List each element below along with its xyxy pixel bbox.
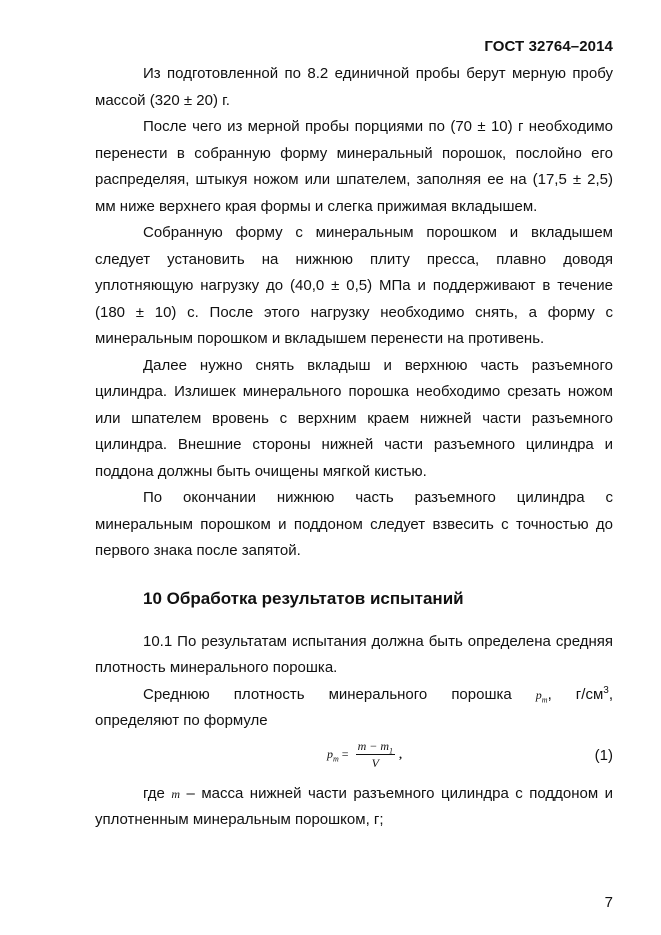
where-prefix: где: [143, 784, 165, 802]
paragraph-sample-mass: Из подготовленной по 8.2 единичной пробы берут мерную пробу массой (320 ± 20) г.: [95, 65, 613, 109]
formula-equals: =: [338, 747, 352, 762]
density-unit: , $г/см^3$,: [547, 684, 613, 703]
formula-numerator: $m - m_1$: [357, 738, 393, 755]
paragraph-weigh: По окончании нижнюю часть разъемного цилиндра с минеральным порошком и поддоном следует взвесить с точностью до первого знака после запятой.: [95, 489, 613, 559]
equation-number: (1): [594, 746, 613, 764]
formula-fraction: [356, 739, 395, 771]
paragraph-results: 10.1 По результатам испытания должна быть определена средняя плотность минерального порошка.: [95, 632, 613, 676]
paragraph-remove-insert: Далее нужно снять вкладыш и верхнюю часть разъемного цилиндра. Излишек минерального порошка необходимо срезать ножом или шпателем вровень с верхним краем нижней части разъемного цилиндра. Внешние стороны нижней части разъемного цилиндра и поддона должны быть очищены мягкой кистью.: [95, 356, 613, 480]
formula-denominator: V: [371, 755, 379, 770]
formula-comma: ,: [399, 747, 402, 762]
paragraph-formula-intro: определяют по формуле: [95, 712, 268, 729]
section-title: 10 Обработка результатов испытаний: [143, 588, 464, 608]
density-text: Среднюю плотность минерального порошка: [143, 685, 512, 703]
paragraph-density-definition: [95, 682, 613, 709]
density-formula: [327, 739, 402, 771]
page-number: 7: [604, 894, 613, 911]
paragraph-press-load: Собранную форму с минеральным порошком и вкладышем следует установить на нижнюю плиту пресса, плавно доводя уплотняющую нагрузку до (40,0 ± 0,5) МПа и поддерживают в течение (180 ± 10) с. После этого нагрузку необходимо снять, а форму с минеральным порошком и вкладышем перенести на противень.: [95, 224, 613, 347]
density-symbol: $p_m$: [535, 687, 548, 704]
where-symbol: m: [171, 786, 181, 801]
formula-lhs: $p_m$: [327, 747, 339, 764]
document-header: ГОСТ 32764–2014: [484, 38, 613, 55]
where-text: – масса нижней части разъемного цилиндра с поддоном и уплотненным минеральным порошком, г;: [95, 784, 613, 828]
page-body: [95, 61, 613, 834]
formula-row: [95, 735, 613, 781]
paragraph-fill-form: После чего из мерной пробы порциями по (70 ± 10) г необходимо перенести в собранную форму минеральный порошок, послойно его распределяя, штыкуя ножом или шпателем, заполняя ее на (17,5 ± 2,5) мм ниже верхнего края формы и слегка прижимая вкладышем.: [95, 118, 613, 215]
paragraph-where: [95, 781, 613, 834]
